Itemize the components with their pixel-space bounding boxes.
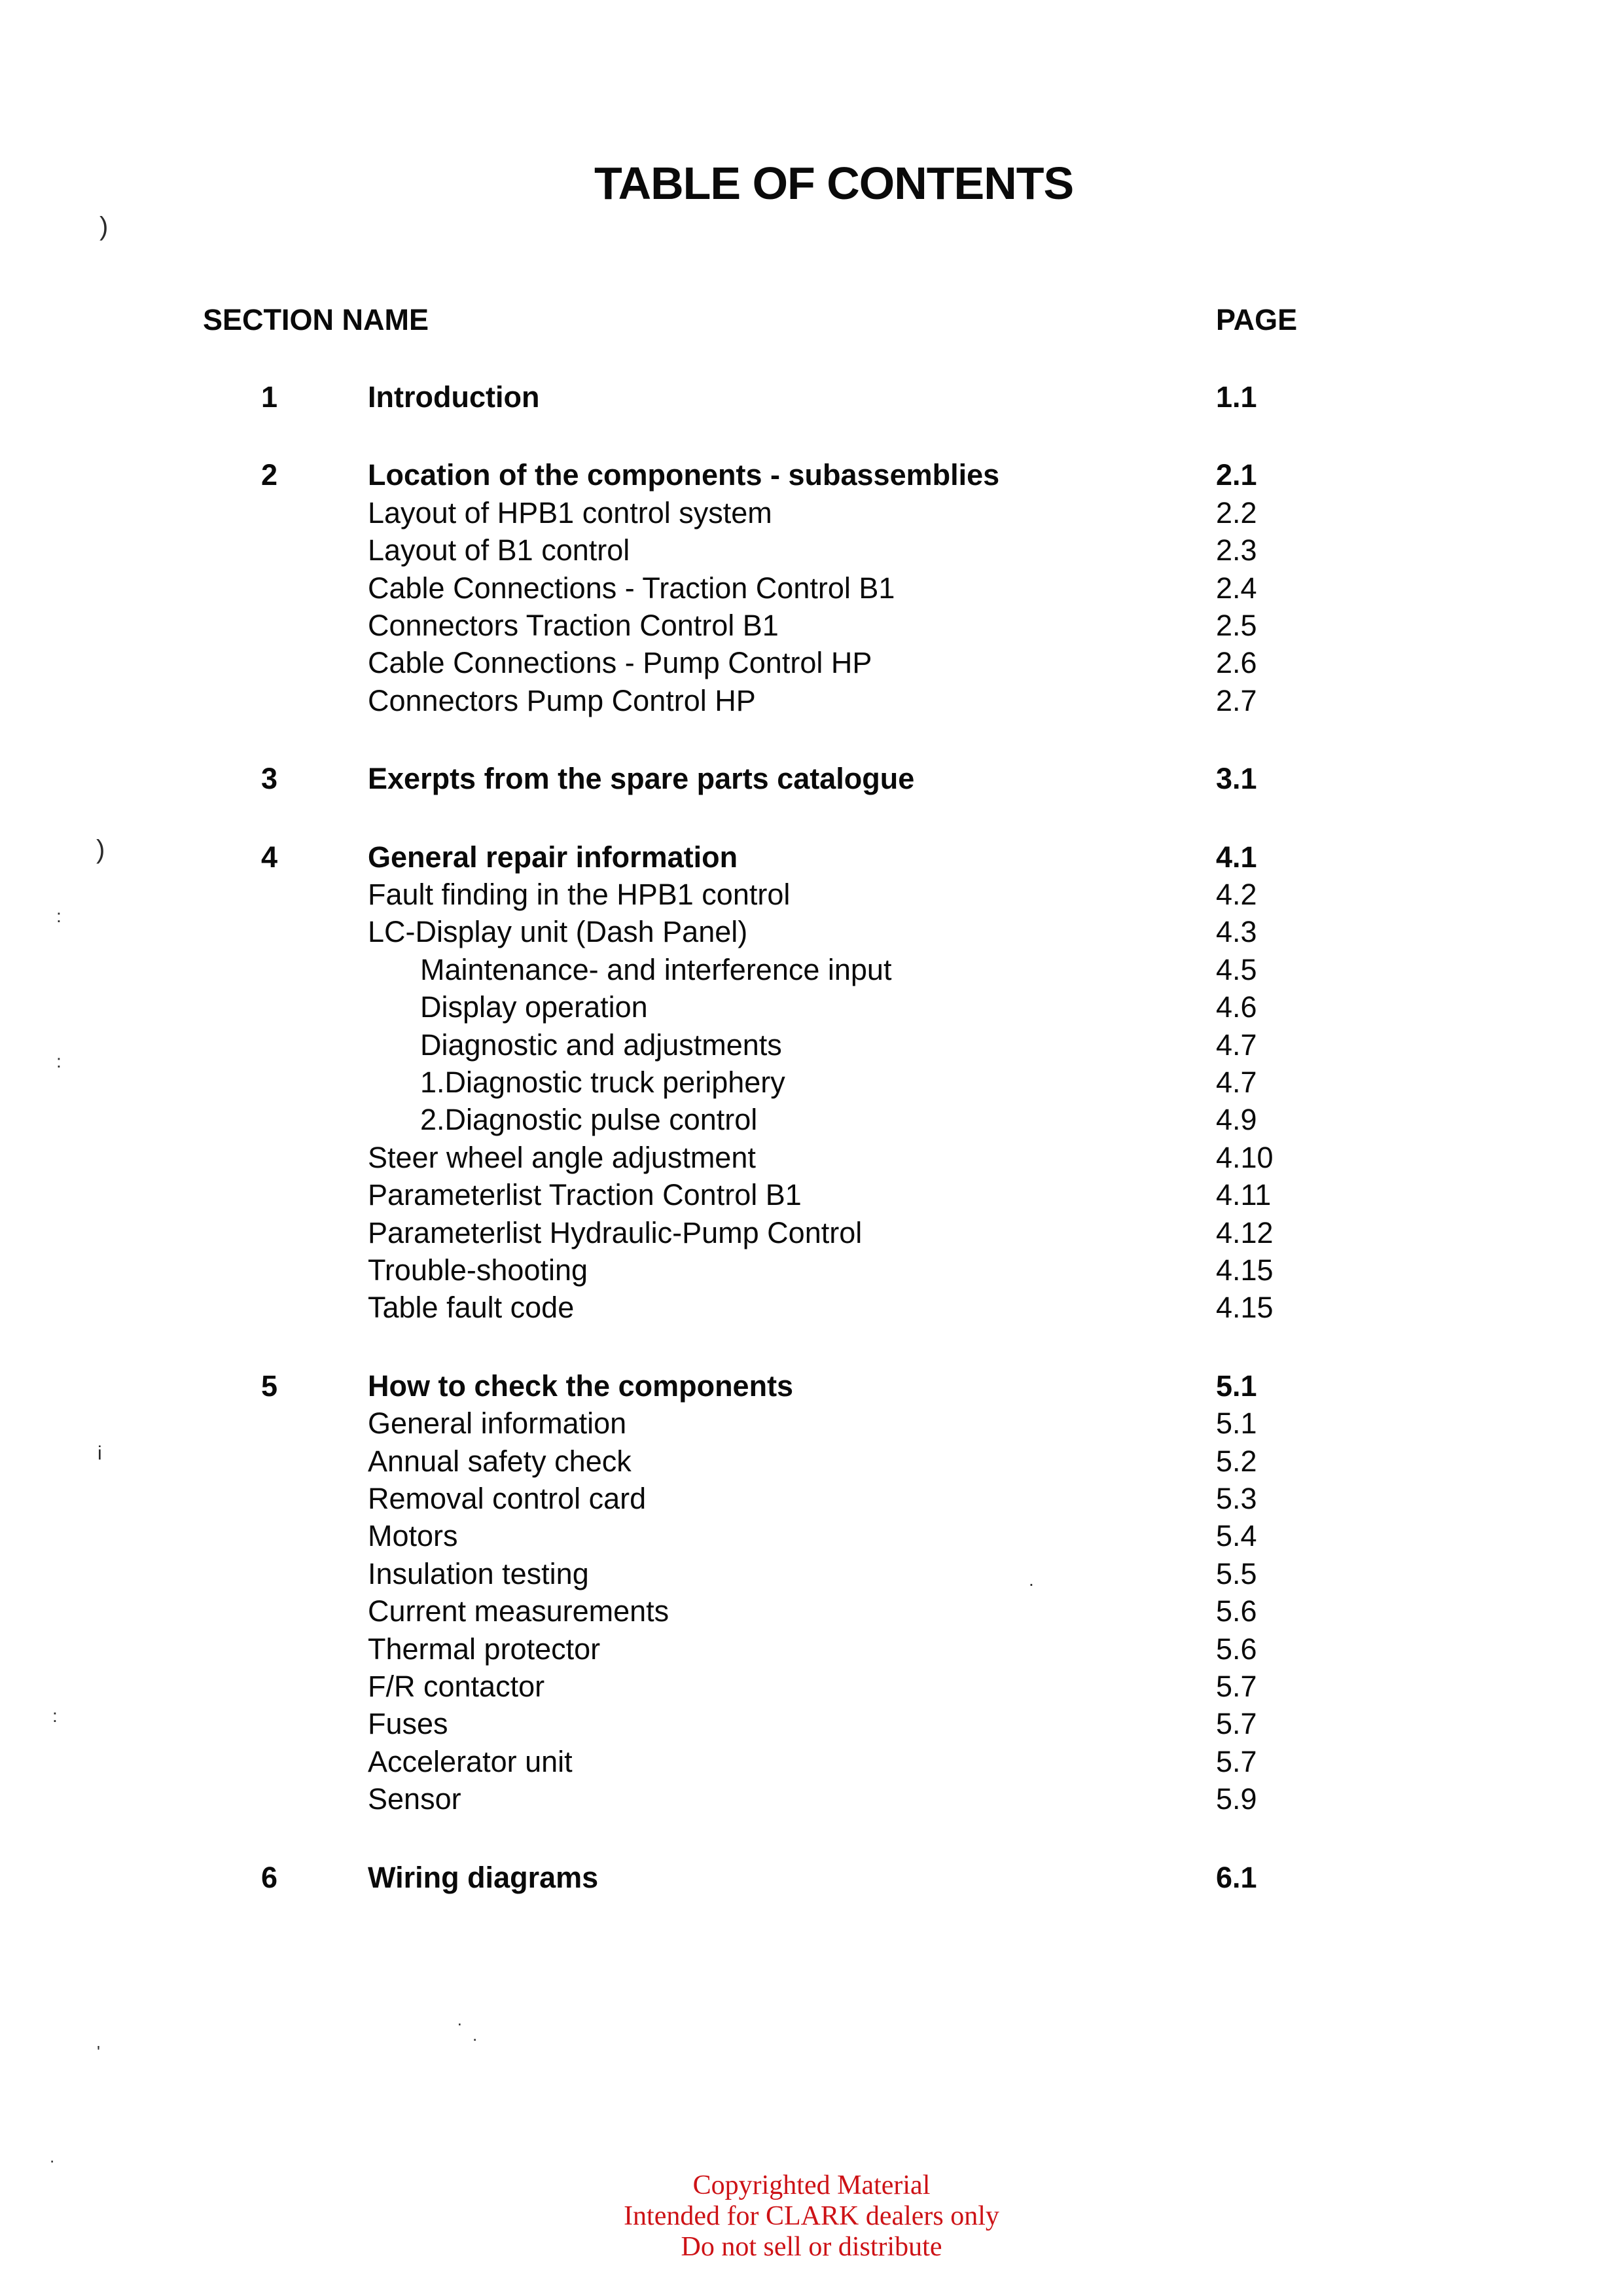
toc-entry-title: Wiring diagrams [368, 1860, 599, 1894]
toc-entry-title: Maintenance- and interference input [420, 952, 892, 986]
toc-section-row [0, 456, 1623, 493]
toc-entry-title: How to check the components [368, 1369, 794, 1403]
toc-entry-title: Fuses [368, 1707, 448, 1741]
toc-entry-page: 2.7 [1216, 683, 1257, 717]
toc-entry-page: 5.3 [1216, 1482, 1257, 1515]
toc-entry-page: 2.6 [1216, 646, 1257, 680]
toc-entry-title: Introduction [368, 380, 540, 414]
toc-entry-title: Current measurements [368, 1594, 669, 1628]
toc-section-number: 6 [261, 1860, 278, 1894]
toc-entry-title: F/R contactor [368, 1670, 545, 1703]
toc-section-row [0, 760, 1623, 797]
toc-entry-page: 5.9 [1216, 1782, 1257, 1816]
toc-item-row [0, 1743, 1623, 1780]
toc-entry-page: 5.1 [1216, 1407, 1257, 1441]
scan-artifact: . [473, 2025, 478, 2045]
toc-entry-title: General information [368, 1407, 627, 1441]
toc-entry-page: 4.6 [1216, 990, 1257, 1024]
toc-entry-title: Exerpts from the spare parts catalogue [368, 762, 915, 796]
toc-section-row [0, 1859, 1623, 1896]
toc-item-row [0, 1630, 1623, 1668]
toc-item-row [0, 1780, 1623, 1818]
toc-item-row [0, 1405, 1623, 1442]
toc-entry-title: Annual safety check [368, 1444, 632, 1478]
toc-entry-title: Steer wheel angle adjustment [368, 1140, 756, 1174]
toc-item-row [0, 1289, 1623, 1326]
toc-entry-page: 5.4 [1216, 1519, 1257, 1553]
toc-entry-title: Layout of HPB1 control system [368, 495, 772, 529]
toc-entry-page: 4.7 [1216, 1066, 1257, 1099]
scan-artifact: · [457, 2013, 463, 2033]
scan-artifact: . [50, 2147, 55, 2166]
toc-section-row [0, 835, 1623, 876]
toc-entry-page: 4.2 [1216, 878, 1257, 911]
toc-entry-page: 4.1 [1216, 840, 1257, 874]
toc-item-row [0, 1214, 1623, 1251]
toc-item-row [0, 1443, 1623, 1480]
toc-item-row [0, 1480, 1623, 1517]
toc-entry-title: Display operation [420, 990, 648, 1024]
toc-entry-page: 2.2 [1216, 495, 1257, 529]
toc-item-row [0, 1139, 1623, 1176]
toc-entry-page: 6.1 [1216, 1860, 1257, 1894]
toc-item-row [0, 876, 1623, 913]
toc-entry-page: 4.12 [1216, 1215, 1274, 1249]
toc-entry-title: Motors [368, 1519, 458, 1553]
toc-item-row [0, 913, 1623, 950]
toc-entry-page: 5.1 [1216, 1369, 1257, 1403]
toc-entry-title: Trouble-shooting [368, 1253, 588, 1287]
toc-entry-title: Diagnostic and adjustments [420, 1028, 782, 1062]
toc-item-row [0, 951, 1623, 988]
toc-item-row [0, 1555, 1623, 1592]
toc-entry-page: 1.1 [1216, 380, 1257, 414]
scan-artifact: : [52, 1706, 58, 1726]
toc-item-row [0, 1064, 1623, 1101]
toc-entry-title: Location of the components - subassemblies [368, 458, 1000, 492]
toc-item-row [0, 1705, 1623, 1742]
toc-section-row [0, 1367, 1623, 1405]
toc-entry-page: 5.2 [1216, 1444, 1257, 1478]
toc-entry-page: 4.15 [1216, 1291, 1274, 1325]
page-title: TABLE OF CONTENTS [594, 158, 1074, 209]
copyright-line: Copyrighted Material [692, 2170, 931, 2200]
toc-entry-title: Accelerator unit [368, 1744, 573, 1778]
column-header-page: PAGE [1216, 303, 1298, 336]
toc-item-row [0, 1517, 1623, 1554]
toc-entry-page: 5.5 [1216, 1556, 1257, 1590]
scan-artifact: ) [99, 212, 109, 241]
toc-entry-page: 5.7 [1216, 1707, 1257, 1741]
toc-section-number: 5 [261, 1369, 278, 1403]
toc-entry-page: 2.4 [1216, 571, 1257, 605]
toc-item-row [0, 607, 1623, 644]
toc-entry-page: 5.7 [1216, 1744, 1257, 1778]
toc-entry-page: 3.1 [1216, 762, 1257, 796]
toc-entry-page: 4.9 [1216, 1103, 1257, 1137]
toc-item-row [0, 1101, 1623, 1138]
toc-entry-page: 4.7 [1216, 1028, 1257, 1062]
toc-entry-title: Removal control card [368, 1482, 647, 1515]
toc-item-row [0, 569, 1623, 607]
toc-entry-title: Thermal protector [368, 1632, 601, 1666]
toc-entry-page: 4.3 [1216, 915, 1257, 949]
toc-entry-page: 2.3 [1216, 533, 1257, 567]
toc-entry-title: Fault finding in the HPB1 control [368, 878, 791, 911]
toc-item-row [0, 1026, 1623, 1064]
scan-artifact: : [56, 906, 62, 926]
scan-artifact: i [98, 1443, 102, 1464]
toc-entry-title: LC-Display unit (Dash Panel) [368, 915, 748, 949]
toc-item-row [0, 1176, 1623, 1213]
toc-section-number: 1 [261, 380, 278, 414]
toc-item-row [0, 988, 1623, 1026]
toc-entry-title: Table fault code [368, 1291, 575, 1325]
toc-entry-title: Insulation testing [368, 1556, 589, 1590]
toc-entry-title: Sensor [368, 1782, 461, 1816]
copyright-notice [0, 2170, 1623, 2263]
toc-entry-page: 4.10 [1216, 1140, 1274, 1174]
toc-item-row [0, 531, 1623, 569]
scan-artifact: ' [97, 2042, 100, 2062]
toc-entry-title: Parameterlist Traction Control B1 [368, 1178, 802, 1212]
toc-entry-page: 5.7 [1216, 1670, 1257, 1703]
toc-entry-title: Layout of B1 control [368, 533, 630, 567]
toc-item-row [0, 1668, 1623, 1705]
toc-entry-title: Cable Connections - Pump Control HP [368, 646, 872, 680]
toc-entry-title: Connectors Pump Control HP [368, 683, 756, 717]
toc-entry-page: 2.5 [1216, 609, 1257, 642]
toc-section-row [0, 378, 1623, 416]
toc-entry-page: 5.6 [1216, 1594, 1257, 1628]
toc-entry-page: 4.11 [1216, 1178, 1272, 1212]
toc-entry-page: 4.5 [1216, 952, 1257, 986]
toc-item-row [0, 1592, 1623, 1630]
toc-section-number: 2 [261, 458, 278, 492]
toc-entry-title: 2.Diagnostic pulse control [420, 1103, 758, 1137]
scan-artifact: ) [96, 835, 105, 864]
toc-entry-page: 4.15 [1216, 1253, 1274, 1287]
toc-item-row [0, 682, 1623, 719]
copyright-line: Intended for CLARK dealers only [624, 2201, 999, 2231]
scan-artifact: : [56, 1051, 62, 1071]
toc-section-number: 4 [261, 840, 278, 874]
toc-entry-page: 5.6 [1216, 1632, 1257, 1666]
toc-entry-title: 1.Diagnostic truck periphery [420, 1066, 785, 1099]
toc-entry-title: Cable Connections - Traction Control B1 [368, 571, 895, 605]
toc-entry-title: Connectors Traction Control B1 [368, 609, 779, 642]
toc-section-number: 3 [261, 762, 278, 796]
column-header-section-name: SECTION NAME [203, 303, 429, 336]
toc-item-row [0, 1251, 1623, 1289]
toc-entry-title: Parameterlist Hydraulic-Pump Control [368, 1215, 863, 1249]
copyright-line: Do not sell or distribute [681, 2232, 942, 2262]
toc-item-row [0, 494, 1623, 531]
toc-item-row [0, 644, 1623, 681]
scan-artifact: . [1029, 1570, 1034, 1590]
toc-entry-page: 2.1 [1216, 458, 1257, 492]
toc-entry-title: General repair information [368, 840, 738, 874]
